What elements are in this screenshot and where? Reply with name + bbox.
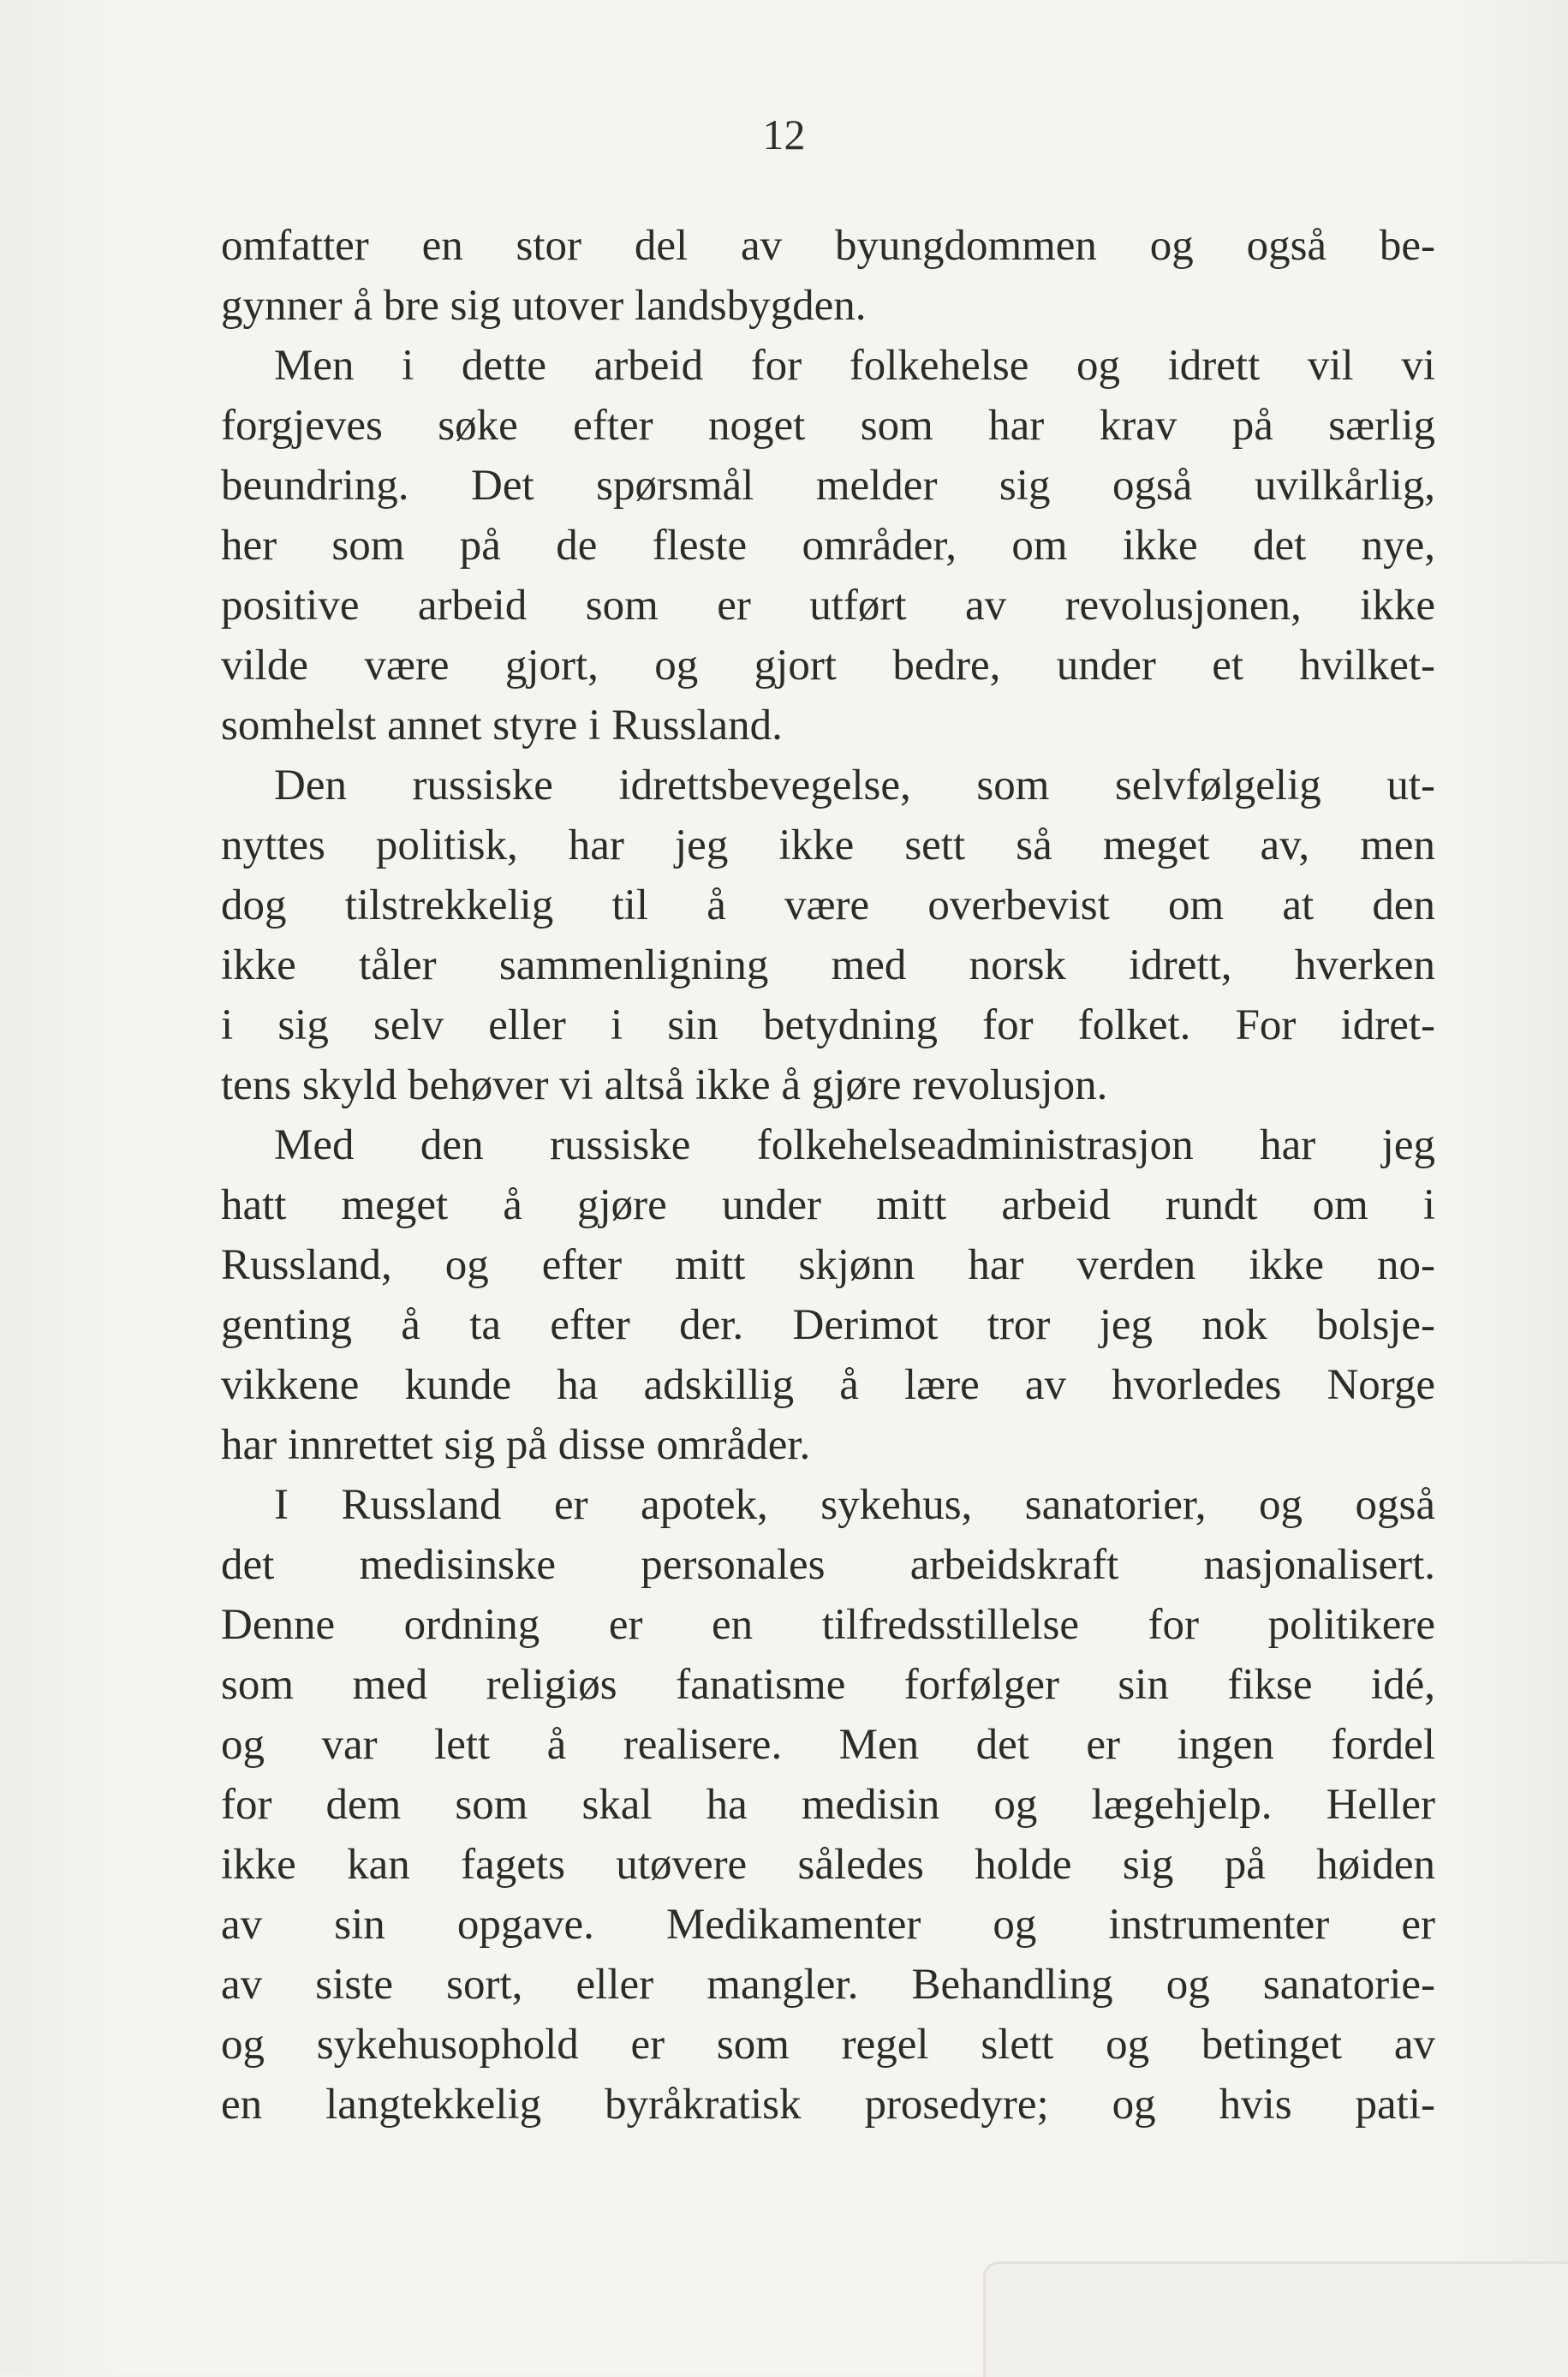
text-line: tens skyld behøver vi altså ikke å gjøre revolusjon. — [221, 1061, 1108, 1109]
text-line: genting å ta efter der. Derimot tror jeg nok bolsje- — [221, 1301, 1435, 1349]
text-line: positive arbeid som er utført av revolusjonen, ikke — [221, 582, 1435, 630]
text-line: Med den russiske folkehelseadministrasjon har jeg — [274, 1121, 1435, 1169]
text-line: det medisinske personales arbeidskraft nasjonalisert. — [221, 1541, 1435, 1589]
text-line: omfatter en stor del av byungdommen og også be- — [221, 222, 1435, 270]
text-line: nyttes politisk, har jeg ikke sett så meget av, men — [221, 821, 1435, 869]
text-line: som med religiøs fanatisme forfølger sin fikse idé, — [221, 1661, 1435, 1709]
text-line: og var lett å realisere. Men det er ingen fordel — [221, 1721, 1435, 1769]
text-line: vikkene kunde ha adskillig å lære av hvorledes Norge — [221, 1361, 1435, 1409]
text-line: her som på de fleste områder, om ikke det nye, — [221, 522, 1435, 570]
text-line: Men i dette arbeid for folkehelse og idrett vil vi — [274, 342, 1435, 390]
text-line: ikke kan fagets utøvere således holde sig på høiden — [221, 1841, 1435, 1889]
text-line: Denne ordning er en tilfredsstillelse for politikere — [221, 1601, 1435, 1649]
text-line: Russland, og efter mitt skjønn har verden ikke no- — [221, 1241, 1435, 1289]
text-line: av siste sort, eller mangler. Behandling og sanatorie- — [221, 1961, 1435, 2009]
text-line: dog tilstrekkelig til å være overbevist om at den — [221, 881, 1435, 929]
text-line: for dem som skal ha medisin og lægehjelp. Heller — [221, 1781, 1435, 1829]
body-text — [221, 216, 1435, 2135]
text-line: forgjeves søke efter noget som har krav på særlig — [221, 402, 1435, 450]
text-line: gynner å bre sig utover landsbygden. — [221, 282, 867, 330]
text-line: av sin opgave. Medikamenter og instrumenter er — [221, 1901, 1435, 1949]
text-line: en langtekkelig byråkratisk prosedyre; og hvis pati- — [221, 2081, 1435, 2129]
text-line: vilde være gjort, og gjort bedre, under et hvilket- — [221, 642, 1435, 690]
text-line: ikke tåler sammenligning med norsk idrett, hverken — [221, 941, 1435, 989]
text-line: beundring. Det spørsmål melder sig også uvilkårlig, — [221, 462, 1435, 510]
page-number: 12 — [762, 110, 806, 158]
text-line: har innrettet sig på disse områder. — [221, 1421, 811, 1469]
text-line: I Russland er apotek, sykehus, sanatorier, og også — [274, 1481, 1435, 1529]
text-line: og sykehusophold er som regel slett og betinget av — [221, 2021, 1435, 2069]
page-corner-tab — [983, 2261, 1568, 2377]
text-line: Den russiske idrettsbevegelse, som selvfølgelig ut- — [274, 761, 1435, 809]
text-line: somhelst annet styre i Russland. — [221, 702, 783, 750]
text-line: i sig selv eller i sin betydning for folket. For idret- — [221, 1001, 1435, 1049]
text-line: hatt meget å gjøre under mitt arbeid rundt om i — [221, 1181, 1435, 1229]
